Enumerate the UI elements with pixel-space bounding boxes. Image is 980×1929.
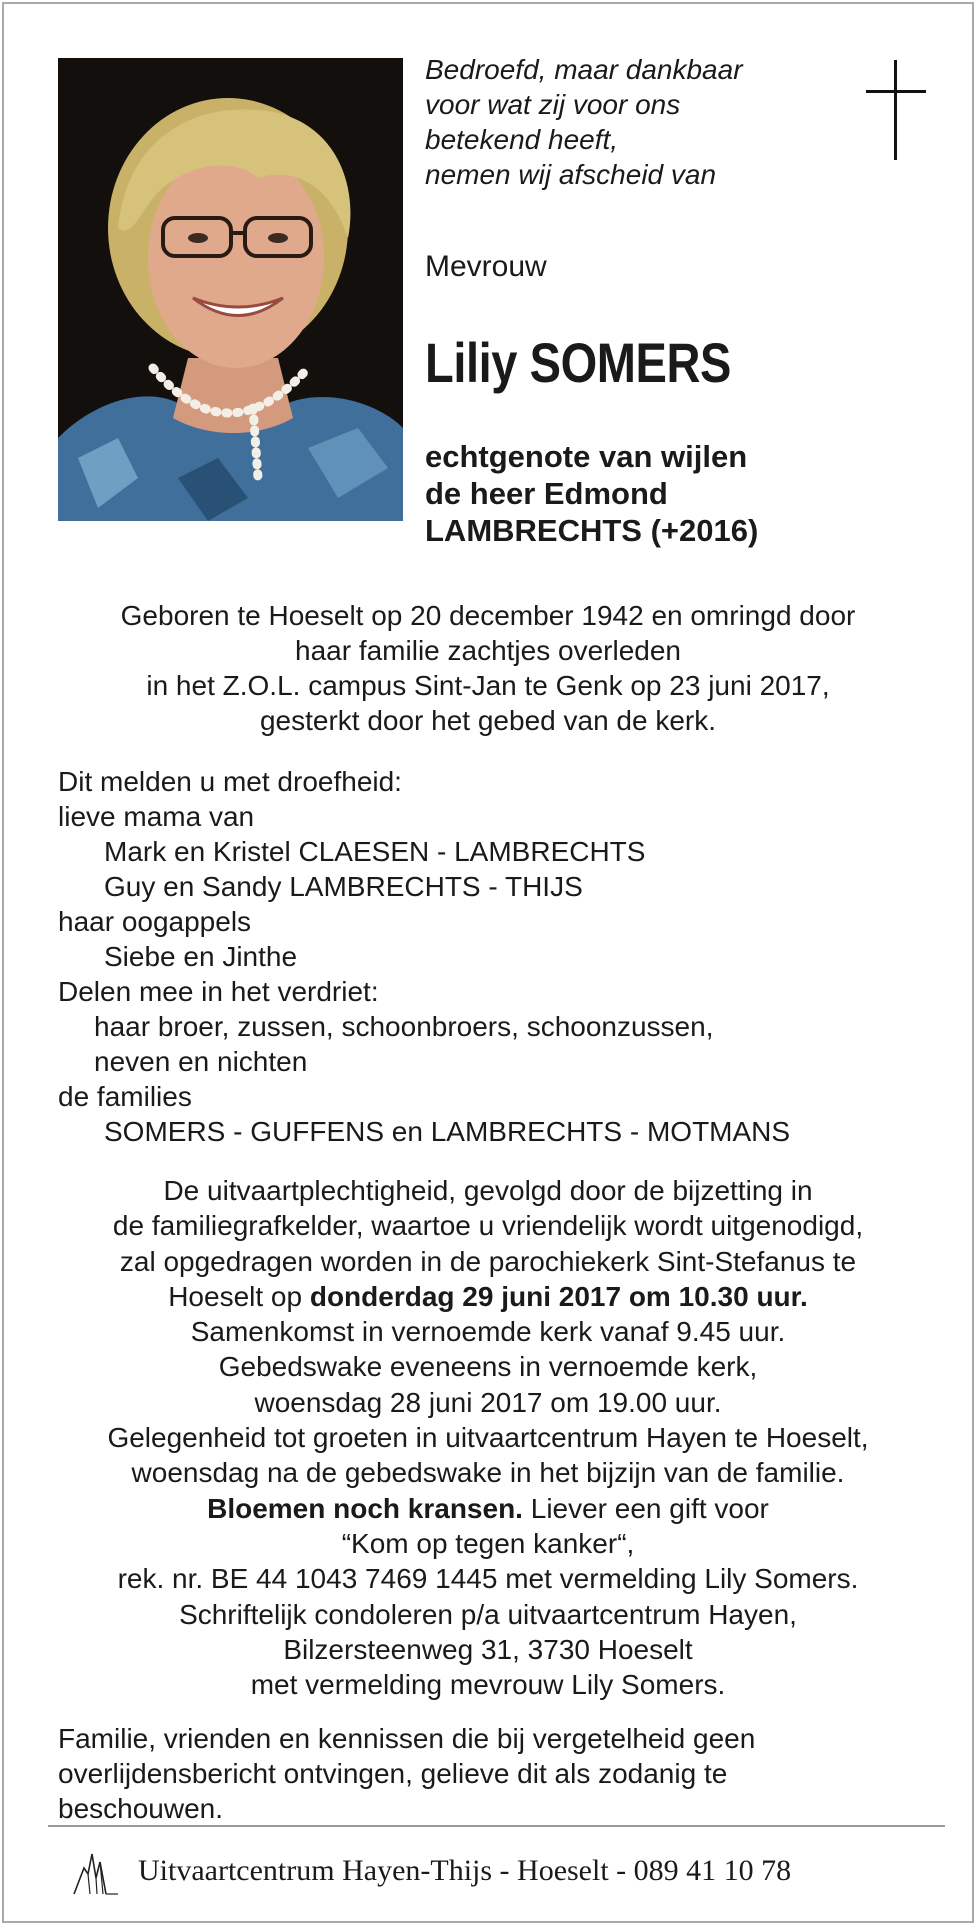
closing-line: Familie, vrienden en kennissen die bij vergetelheid geen [58,1723,756,1754]
families-label: de families [58,1081,192,1112]
ceremony-line: Bilzersteenweg 31, 3730 Hoeselt [283,1633,693,1665]
spouse-line: de heer Edmond [425,476,668,511]
relatives-line: haar broer, zussen, schoonbroers, schoonzussen, [94,1011,714,1042]
closing-line: beschouwen. [58,1793,224,1824]
flowers-notice: Bloemen noch kransen. [207,1492,523,1524]
child-entry: Mark en Kristel CLAESEN - LAMBRECHTS [104,836,646,867]
family-list [58,764,790,1149]
spouse-line: echtgenote van wijlen [425,439,748,474]
intro-line: Bedroefd, maar dankbaar [425,54,743,85]
ceremony-line: Samenkomst in vernoemde kerk vanaf 9.45 uur. [190,1316,786,1348]
intro-text [425,52,845,192]
birth-line: haar familie zachtjes overleden [295,635,681,666]
ceremony-paragraph [20,1173,956,1702]
ceremony-line: Schriftelijk condoleren p/a uitvaartcentrum Hayen, [179,1598,797,1630]
ceremony-line: woensdag 28 juni 2017 om 19.00 uur. [254,1386,722,1418]
mama-label: lieve mama van [58,801,255,832]
ceremony-date: donderdag 29 juni 2017 om 10.30 uur. [309,1280,808,1312]
closing-paragraph [58,1721,755,1826]
intro-line: voor wat zij voor ons [425,89,681,120]
spouse-line: LAMBRECHTS (+2016) [425,513,759,548]
ceremony-line: de familiegrafkelder, waartoe u vriendelijk wordt uitgenodigd, [112,1210,864,1242]
spouse-info [425,438,758,549]
ceremony-line: Gebedswake eveneens in vernoemde kerk, [218,1351,758,1383]
grandchildren-names: Siebe en Jinthe [104,941,298,972]
ceremony-line: rek. nr. BE 44 1043 7469 1445 met vermelding Lily Somers. [117,1563,859,1595]
intro-line: nemen wij afscheid van [425,159,717,190]
footer-text: Uitvaartcentrum Hayen-Thijs - Hoeselt - 089 41 10 78 [138,1854,792,1887]
birth-death-paragraph [20,598,956,738]
funeral-home-logo-icon [70,1844,122,1898]
portrait-photo [58,58,403,521]
flowers-line [20,1491,956,1526]
birth-line: in het Z.O.L. campus Sint-Jan te Genk op 23 juni 2017, [146,670,830,701]
ceremony-line: woensdag na de gebedswake in het bijzijn van de familie. [131,1457,845,1489]
closing-line: overlijdensbericht ontvingen, gelieve dit als zodanig te [58,1758,728,1789]
ceremony-line: zal opgedragen worden in de parochiekerk Sint-Stefanus te [119,1245,857,1277]
share-label: Delen mee in het verdriet: [58,976,379,1007]
footer-divider [48,1825,945,1827]
flowers-rest: Liever een gift voor [522,1492,769,1524]
deceased-name: Liliy SOMERS [425,331,732,394]
ceremony-line: Gelegenheid tot groeten in uitvaartcentrum Hayen te Hoeselt, [107,1422,869,1454]
ceremony-date-prefix: Hoeselt op [168,1280,310,1312]
family-intro: Dit melden u met droefheid: [58,766,402,797]
child-entry: Guy en Sandy LAMBRECHTS - THIJS [104,871,583,902]
birth-line: gesterkt door het gebed van de kerk. [259,705,717,736]
portrait-illustration [58,58,403,521]
footer [70,1842,920,1902]
ceremony-line: met vermelding mevrouw Lily Somers. [250,1669,726,1701]
ceremony-line: De uitvaartplechtigheid, gevolgd door de bijzetting in [163,1175,813,1206]
honorific: Mevrouw [425,250,547,283]
birth-line: Geboren te Hoeselt op 20 december 1942 en omringd door [120,600,856,631]
latin-cross-icon [866,60,926,160]
intro-line: betekend heeft, [425,124,619,155]
ceremony-line: “Kom op tegen kanker“, [341,1527,635,1559]
families-names: SOMERS - GUFFENS en LAMBRECHTS - MOTMANS [104,1116,791,1147]
relatives-line: neven en nichten [94,1046,308,1077]
ceremony-date-line [20,1279,956,1314]
grandchildren-label: haar oogappels [58,906,252,937]
